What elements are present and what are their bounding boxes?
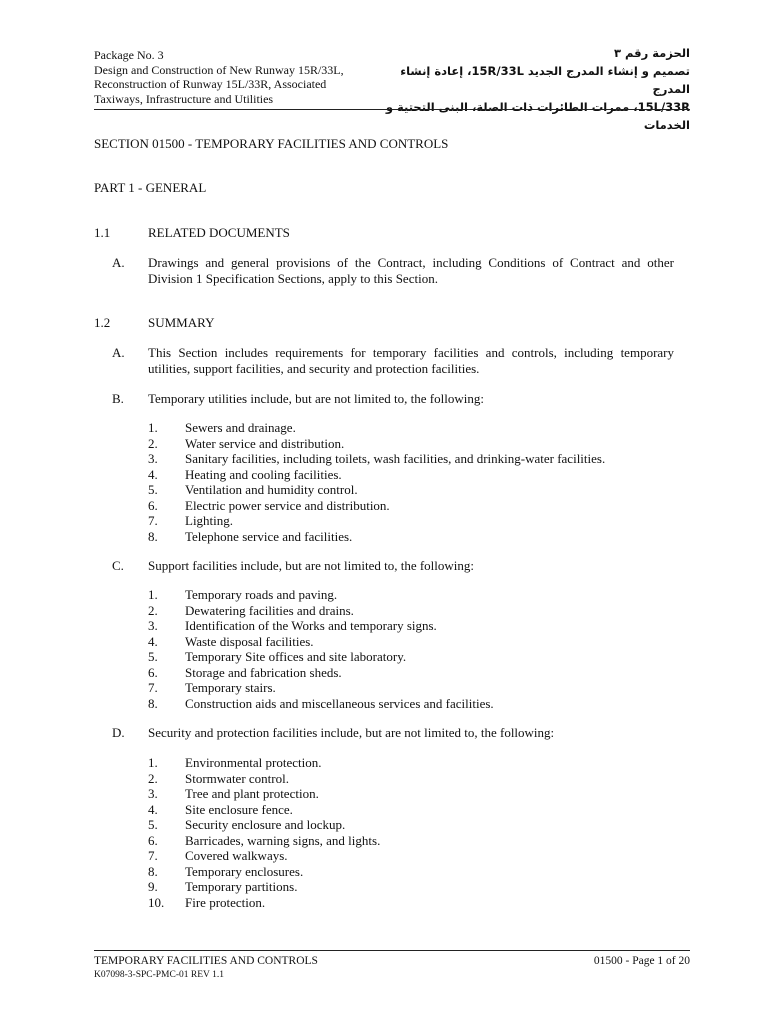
header-rule [94, 109, 690, 110]
list-item: 3. Tree and plant protection. [148, 786, 319, 801]
list-item: 9. Temporary partitions. [148, 879, 298, 894]
list-item: 2. Stormwater control. [148, 770, 289, 786]
list-item: 4. Heating and cooling facilities. [148, 466, 342, 482]
header-arabic-line: تصميم و إنشاء المدرج الجديد 15R/33L، إعادة إنشاء المدرج [400, 64, 690, 96]
list-item: 6. Electric power service and distribution. [148, 497, 390, 513]
header-line: Package No. 3 [94, 48, 164, 62]
header-project-info [94, 48, 394, 106]
list-item: 6. Storage and fabrication sheds. [148, 664, 342, 680]
footer-page-number: 01500 - Page 1 of 20 [593, 955, 690, 967]
header-line: Design and Construction of New Runway 15R/33L, [94, 62, 344, 77]
list-item: 8. Construction aids and miscellaneous services and facilities. [148, 695, 494, 711]
header-line: Reconstruction of Runway 15L/33R, Associated [94, 77, 327, 91]
paragraph-letter: B. [112, 391, 124, 406]
article-title: RELATED DOCUMENTS [148, 225, 290, 240]
list-item: 5. Security enclosure and lockup. [148, 817, 346, 832]
list-item: 3. Identification of the Works and temporary signs. [148, 618, 437, 633]
article-number: 1.2 [94, 315, 111, 330]
article-title: SUMMARY [148, 315, 215, 330]
list-item: 4. Site enclosure fence. [148, 801, 293, 817]
paragraph-text: Support facilities include, but are not limited to, the following: [148, 558, 475, 573]
list-item: 1. Environmental protection. [148, 755, 322, 770]
article-number: 1.1 [94, 225, 111, 240]
paragraph-letter: A. [112, 255, 125, 270]
part-title: PART 1 - GENERAL [94, 180, 207, 195]
list-item: 2. Dewatering facilities and drains. [148, 602, 354, 618]
paragraph-text: Security and protection facilities include, but are not limited to, the following: [148, 725, 555, 740]
paragraph-text: This Section includes requirements for temporary facilities and controls, including temporary utilities, support facilities, and security and protection facilities. [148, 345, 674, 376]
list-security-facilities [148, 755, 380, 910]
section-title: SECTION 01500 - TEMPORARY FACILITIES AND CONTROLS [94, 136, 449, 151]
list-item: 4. Waste disposal facilities. [148, 633, 314, 649]
footer-rule [94, 950, 690, 951]
list-item: 1. Temporary roads and paving. [148, 587, 338, 602]
header-arabic-info [370, 44, 690, 134]
header-arabic-line: 15L/33R، ممرات الطائرات ذات الصلة، البنى التحتية و الخدمات [385, 100, 690, 132]
list-item: 2. Water service and distribution. [148, 435, 345, 451]
list-item: 8. Temporary enclosures. [148, 863, 304, 879]
list-item: 1. Sewers and drainage. [148, 420, 296, 435]
list-item: 8. Telephone service and facilities. [148, 528, 353, 544]
paragraph-text: Drawings and general provisions of the Contract, including Conditions of Contract and other Division 1 Specification Sections, apply to this Section. [148, 255, 674, 286]
list-item: 7. Covered walkways. [148, 848, 288, 863]
footer-section-title: TEMPORARY FACILITIES AND CONTROLS [94, 955, 318, 967]
list-item: 7. Lighting. [148, 513, 234, 528]
paragraph-letter: A. [112, 345, 125, 360]
list-support-facilities [148, 587, 494, 711]
paragraph-letter: D. [112, 725, 125, 740]
list-item: 5. Temporary Site offices and site laboratory. [148, 649, 407, 664]
list-item: 10. Fire protection. [148, 894, 266, 910]
list-item: 5. Ventilation and humidity control. [148, 482, 358, 497]
footer-document-id: K07098-3-SPC-PMC-01 REV 1.1 [94, 970, 224, 980]
paragraph-text: Temporary utilities include, but are not limited to, the following: [148, 391, 484, 406]
header-line: Taxiways, Infrastructure and Utilities [94, 91, 274, 106]
paragraph-letter: C. [112, 558, 124, 573]
list-utilities [148, 420, 605, 544]
list-item: 6. Barricades, warning signs, and lights. [148, 832, 381, 848]
list-item: 3. Sanitary facilities, including toilets, wash facilities, and drinking-water facilities. [148, 451, 606, 466]
header-arabic-line: الحزمة رقم ٣ [613, 46, 690, 60]
list-item: 7. Temporary stairs. [148, 680, 276, 695]
